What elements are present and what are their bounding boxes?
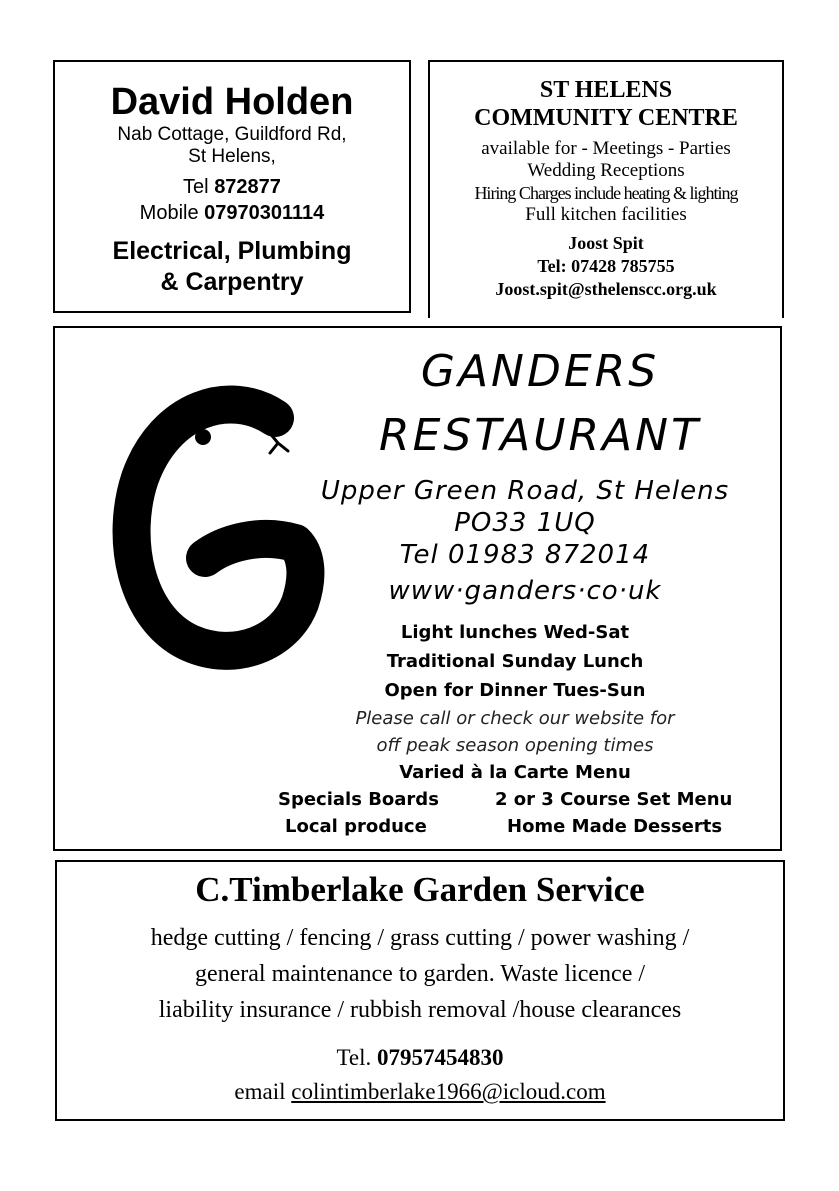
ganders-title-line1: GANDERS (420, 346, 660, 397)
community-line3: Hiring Charges include heating & lighting (474, 183, 738, 203)
community-line4: Full kitchen facilities (525, 204, 687, 225)
ganders-set-menu: 2 or 3 Course Set Menu (495, 789, 733, 810)
timberlake-tel-label: Tel. (336, 1045, 372, 1070)
holden-services-line2: & Carpentry (160, 268, 304, 296)
ganders-website[interactable]: www·ganders·co·uk (388, 576, 662, 606)
community-contact-name: Joost Spit (568, 233, 644, 253)
timberlake-email-link[interactable]: colintimberlake1966@icloud.com (291, 1079, 606, 1104)
community-title-line2: COMMUNITY CENTRE (474, 105, 738, 131)
holden-mobile-line (55, 200, 409, 226)
ganders-title-line2: RESTAURANT (379, 410, 701, 461)
holden-mobile-label: Mobile (139, 202, 199, 224)
holden-services-line1: Electrical, Plumbing (112, 237, 352, 265)
ganders-menu: Varied à la Carte Menu (399, 762, 631, 783)
community-title-line1: ST HELENS (539, 77, 673, 103)
holden-tel-label: Tel (183, 176, 209, 198)
community-line2: Wedding Receptions (527, 160, 685, 181)
community-line1: available for - Meetings - Parties (481, 138, 731, 159)
ganders-dinner: Open for Dinner Tues-Sun (384, 680, 646, 701)
timberlake-tel-line (57, 1042, 783, 1074)
holden-name: David Holden (110, 81, 354, 123)
timberlake-email-label: email (234, 1079, 286, 1104)
ganders-address: Upper Green Road, St Helens (320, 476, 730, 506)
community-centre-advert (428, 60, 784, 318)
ganders-sunday: Traditional Sunday Lunch (386, 651, 644, 672)
holden-address-line1: Nab Cottage, Guildford Rd, (117, 124, 347, 145)
timberlake-tel: 07957454830 (377, 1045, 504, 1070)
timberlake-desc-line3: liability insurance / rubbish removal /house clearances (158, 997, 682, 1023)
community-contact-tel: Tel: 07428 785755 (537, 256, 675, 276)
ganders-note-line2: off peak season opening times (376, 735, 654, 756)
holden-tel: 872877 (214, 176, 281, 198)
timberlake-email-line (57, 1074, 783, 1110)
timberlake-desc-line1: hedge cutting / fencing / grass cutting / power washing / (150, 925, 690, 951)
timberlake-desc-line2: general maintenance to garden. Waste licence / (194, 961, 646, 987)
timberlake-title: C.Timberlake Garden Service (195, 870, 645, 909)
ganders-tel: Tel 01983 872014 (399, 540, 651, 570)
ganders-advert (53, 326, 782, 851)
ganders-produce: Local produce (285, 816, 427, 837)
ganders-postcode: PO33 1UQ (454, 508, 596, 538)
ganders-note-line1: Please call or check our website for (355, 708, 675, 729)
holden-tel-line (55, 174, 409, 200)
community-contact-email[interactable]: Joost.spit@sthelenscc.org.uk (495, 279, 717, 299)
holden-address-line2: St Helens, (188, 146, 276, 167)
holden-mobile: 07970301114 (204, 202, 325, 224)
ganders-desserts: Home Made Desserts (507, 816, 723, 837)
timberlake-advert (55, 860, 785, 1121)
ganders-lunch: Light lunches Wed-Sat (400, 622, 630, 643)
holden-advert (53, 60, 411, 313)
ganders-specials: Specials Boards (278, 789, 439, 810)
